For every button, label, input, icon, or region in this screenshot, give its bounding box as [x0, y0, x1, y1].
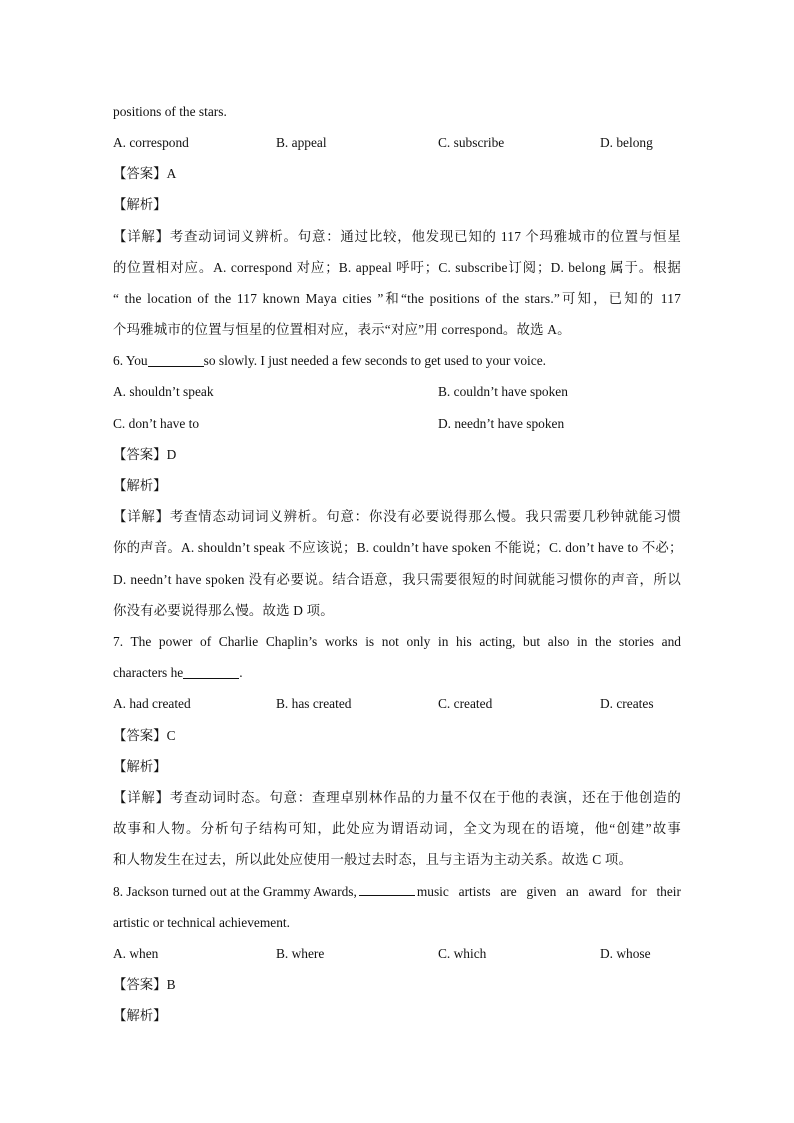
q8-stem-line-1: [113, 880, 681, 904]
answer-value: C: [166, 728, 176, 743]
q5-option-c: C. subscribe: [438, 135, 505, 150]
answer-tag: 【答案】: [113, 977, 167, 992]
q6-analysis-tag: 【解析】: [113, 478, 167, 493]
q8-option-a: A. when: [113, 946, 159, 961]
answer-value: D: [166, 447, 177, 462]
q6-option-d: D. needn’t have spoken: [438, 416, 565, 431]
q5-detail-line-3: “ the location of the 117 known Maya cities ”和“the positions of the stars.”可知，已知的 117: [113, 291, 681, 306]
q6-option-c: C. don’t have to: [113, 416, 200, 431]
q7-option-a: A. had created: [113, 696, 191, 711]
q7-stem-before: characters he: [113, 665, 184, 680]
q6-detail-line-3: D. needn’t have spoken 没有必要说。结合语意，我只需要很短的时间就能习惯你的声音，所以: [113, 572, 681, 587]
q7-detail-line-1: 【详解】考查动词时态。句意：查理卓别林作品的力量不仅在于他的表演，还在于他创造的: [113, 790, 681, 805]
q8-option-d: D. whose: [600, 946, 651, 961]
q8-analysis-tag: 【解析】: [113, 1008, 167, 1023]
q7-option-c: C. created: [438, 696, 493, 711]
q6-detail-line-1: 【详解】考查情态动词词义辨析。句意：你没有必要说得那么慢。我只需要几秒钟就能习惯: [113, 509, 681, 524]
q6-detail-line-2: 你的声音。A. shouldn’t speak 不应该说；B. couldn’t have spoken 不能说；C. don’t have to 不必；: [113, 540, 683, 555]
q5-option-d: D. belong: [600, 135, 653, 150]
q7-stem-after: .: [239, 665, 243, 680]
q7-option-b: B. has created: [276, 696, 352, 711]
q5-stem-tail: positions of the stars.: [113, 104, 227, 119]
q7-analysis-tag: 【解析】: [113, 759, 167, 774]
q6-option-b: B. couldn’t have spoken: [438, 384, 568, 399]
q5-answer: [113, 162, 681, 186]
answer-tag: 【答案】: [113, 728, 167, 743]
q8-option-c: C. which: [438, 946, 487, 961]
q6-stem-before: 6. You: [113, 353, 148, 368]
q7-option-d: D. creates: [600, 696, 654, 711]
q8-stem-before: 8. Jackson turned out at the Grammy Awards,: [113, 884, 357, 899]
answer-tag: 【答案】: [113, 166, 167, 181]
answer-value: A: [166, 166, 177, 181]
q8-stem-line-2: artistic or technical achievement.: [113, 915, 290, 930]
q6-answer: [113, 443, 681, 467]
q6-stem: [113, 349, 681, 373]
answer-tag: 【答案】: [113, 447, 167, 462]
q6-option-a: A. shouldn’t speak: [113, 384, 214, 399]
q6-stem-after: so slowly. I just needed a few seconds to get used to your voice.: [203, 353, 547, 368]
q8-stem-after: music artists are given an award for their: [416, 884, 681, 899]
q5-option-b: B. appeal: [276, 135, 327, 150]
q8-answer: [113, 973, 681, 997]
q7-stem-line-1: 7. The power of Charlie Chaplin’s works is not only in his acting, but also in the stories and: [113, 634, 681, 649]
q8-option-b: B. where: [276, 946, 325, 961]
q7-detail-line-2: 故事和人物。分析句子结构可知，此处应为谓语动词，全文为现在的语境，他“创建”故事: [113, 821, 681, 836]
q5-analysis-tag: 【解析】: [113, 197, 167, 212]
q8-blank: [359, 880, 415, 896]
q7-blank: [183, 663, 239, 679]
q6-blank: [148, 351, 204, 367]
answer-value: B: [166, 977, 176, 992]
q5-option-a: A. correspond: [113, 135, 189, 150]
q5-detail-line-1: 【详解】考查动词词义辨析。句意：通过比较，他发现已知的 117 个玛雅城市的位置与恒星: [113, 229, 681, 244]
q7-detail-line-3: 和人物发生在过去，所以此处应使用一般过去时态，且与主语为主动关系。故选 C 项。: [113, 852, 633, 867]
q6-detail-line-4: 你没有必要说得那么慢。故选 D 项。: [113, 603, 334, 618]
q7-stem-line-2: [113, 661, 681, 685]
q7-answer: [113, 724, 681, 748]
q5-detail-line-2: 的位置相对应。A. correspond 对应；B. appeal 呼吁；C. subscribe订阅；D. belong 属于。根据: [113, 260, 681, 275]
q5-detail-line-4: 个玛雅城市的位置与恒星的位置相对应，表示“对应”用 correspond。故选 A。: [113, 322, 571, 337]
